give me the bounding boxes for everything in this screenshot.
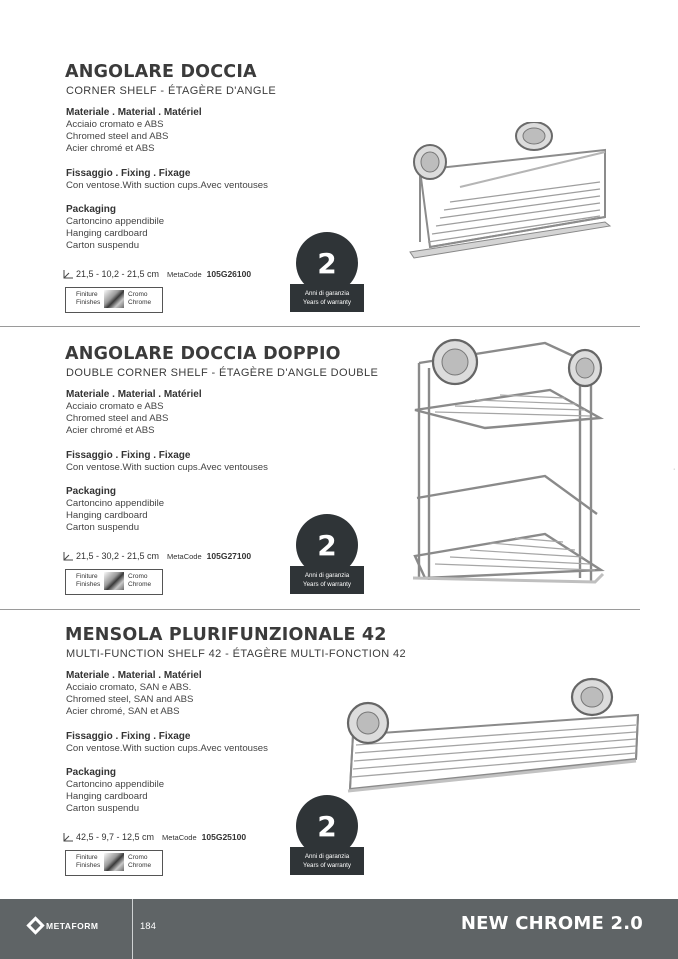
packaging-line: Hanging cardboard xyxy=(66,510,148,521)
fixing-block xyxy=(66,168,268,192)
material-line: Acciaio cromato e ABS xyxy=(66,119,164,130)
finish-values xyxy=(128,573,151,589)
metacode-label: MetaCode xyxy=(167,269,202,279)
material-line: Chromed steel and ABS xyxy=(66,131,169,142)
warranty-years: 2 xyxy=(296,514,358,576)
material-heading: Materiale . Material . Matériel xyxy=(66,389,202,400)
metacode-value: 105G26100 xyxy=(206,269,252,279)
warranty-line: Anni di garanzia xyxy=(304,572,350,579)
product-subtitle: CORNER SHELF - ÉTAGÈRE D'ANGLE xyxy=(66,85,277,97)
product-subtitle: DOUBLE CORNER SHELF - ÉTAGÈRE D'ANGLE DOUBLE xyxy=(66,367,379,379)
brand-name: METAFORM xyxy=(46,920,99,931)
warranty-label xyxy=(290,284,364,312)
finish-values xyxy=(128,291,151,307)
metaform-logo-icon xyxy=(26,916,44,934)
dimensions-row xyxy=(62,551,251,561)
warranty-line: Anni di garanzia xyxy=(304,290,350,297)
material-heading: Materiale . Material . Matériel xyxy=(66,107,202,118)
finish-labels xyxy=(76,573,100,589)
finish-value: Chrome xyxy=(128,862,152,869)
double-corner-shelf-image xyxy=(405,338,610,593)
finish-label: Finishes xyxy=(76,581,101,588)
packaging-line: Hanging cardboard xyxy=(66,228,148,239)
warranty-label xyxy=(290,566,364,594)
fixing-block xyxy=(66,731,268,755)
brand-logo xyxy=(29,919,98,932)
finish-value: Cromo xyxy=(128,573,148,580)
packaging-block xyxy=(66,486,164,534)
finish-box xyxy=(65,569,163,595)
packaging-block xyxy=(66,204,164,252)
finish-label: Finishes xyxy=(76,862,101,869)
material-line: Acier chromé, SAN et ABS xyxy=(66,706,180,717)
material-line: Acier chromé et ABS xyxy=(66,143,155,154)
packaging-line: Carton suspendu xyxy=(66,240,140,251)
fixing-heading: Fissaggio . Fixing . Fixage xyxy=(66,731,191,742)
product-section-multifunction-shelf xyxy=(0,625,678,905)
series-name: NEW CHROME 2.0 xyxy=(460,913,643,934)
chrome-swatch xyxy=(104,853,124,871)
dimensions-row xyxy=(62,269,251,279)
packaging-line: Cartoncino appendibile xyxy=(66,498,165,509)
warranty-badge xyxy=(290,232,364,314)
material-line: Acciaio cromato e ABS xyxy=(66,401,164,412)
section-divider xyxy=(0,326,640,327)
packaging-heading: Packaging xyxy=(66,767,117,778)
fixing-heading: Fissaggio . Fixing . Fixage xyxy=(66,168,191,179)
finish-values xyxy=(128,854,151,870)
fixing-text: Con ventose.With suction cups.Avec ventouses xyxy=(66,743,268,754)
packaging-line: Carton suspendu xyxy=(66,522,140,533)
dimensions-icon xyxy=(62,551,74,561)
corner-shelf-image xyxy=(400,122,615,262)
fixing-heading: Fissaggio . Fixing . Fixage xyxy=(66,450,191,461)
multifunction-shelf-image xyxy=(338,677,643,797)
material-line: Chromed steel, SAN and ABS xyxy=(66,694,194,705)
page-footer xyxy=(0,899,678,959)
warranty-badge xyxy=(290,795,364,877)
material-line: Acier chromé et ABS xyxy=(66,425,155,436)
finish-value: Cromo xyxy=(128,291,148,298)
dimensions-text: 21,5 - 10,2 - 21,5 cm xyxy=(76,269,160,279)
packaging-line: Carton suspendu xyxy=(66,803,140,814)
finish-box xyxy=(65,287,163,313)
metacode-label: MetaCode xyxy=(167,551,202,561)
dimensions-icon xyxy=(62,269,74,279)
fixing-text: Con ventose.With suction cups.Avec ventouses xyxy=(66,180,268,191)
product-section-corner-shelf xyxy=(0,62,678,342)
metacode-label: MetaCode xyxy=(162,832,197,842)
packaging-heading: Packaging xyxy=(66,486,117,497)
material-line: Acciaio cromato, SAN e ABS. xyxy=(66,682,192,693)
finish-labels xyxy=(76,854,100,870)
dimensions-icon xyxy=(62,832,74,842)
material-block xyxy=(66,107,202,155)
finish-label: Finiture xyxy=(76,573,98,580)
product-section-double-corner-shelf xyxy=(0,344,678,624)
finish-box xyxy=(65,850,163,876)
section-divider xyxy=(0,609,640,610)
product-title: ANGOLARE DOCCIA xyxy=(65,62,257,82)
footer-divider xyxy=(132,899,133,959)
finish-labels xyxy=(76,291,100,307)
packaging-heading: Packaging xyxy=(66,204,117,215)
packaging-block xyxy=(66,767,164,815)
product-title: MENSOLA PLURIFUNZIONALE 42 xyxy=(65,625,387,645)
warranty-line: Anni di garanzia xyxy=(304,853,350,860)
warranty-years: 2 xyxy=(296,795,358,857)
metacode-value: 105G27100 xyxy=(206,551,252,561)
side-mark: · xyxy=(673,466,676,473)
warranty-years: 2 xyxy=(296,232,358,294)
packaging-line: Cartoncino appendibile xyxy=(66,216,165,227)
dimensions-row xyxy=(62,832,246,842)
warranty-line: Years of warranty xyxy=(303,862,351,869)
finish-label: Finiture xyxy=(76,854,98,861)
packaging-line: Cartoncino appendibile xyxy=(66,779,165,790)
warranty-line: Years of warranty xyxy=(303,299,351,306)
fixing-text: Con ventose.With suction cups.Avec ventouses xyxy=(66,462,268,473)
finish-value: Chrome xyxy=(128,299,152,306)
chrome-swatch xyxy=(104,290,124,308)
warranty-line: Years of warranty xyxy=(303,581,351,588)
product-subtitle: MULTI-FUNCTION SHELF 42 - ÉTAGÈRE MULTI-FONCTION 42 xyxy=(66,648,407,660)
material-block xyxy=(66,670,202,718)
material-block xyxy=(66,389,202,437)
material-line: Chromed steel and ABS xyxy=(66,413,169,424)
material-heading: Materiale . Material . Matériel xyxy=(66,670,202,681)
finish-label: Finiture xyxy=(76,291,98,298)
fixing-block xyxy=(66,450,268,474)
finish-value: Chrome xyxy=(128,581,152,588)
metacode-value: 105G25100 xyxy=(201,832,247,842)
page-number: 184 xyxy=(140,921,156,932)
warranty-badge xyxy=(290,514,364,596)
chrome-swatch xyxy=(104,572,124,590)
finish-value: Cromo xyxy=(128,854,148,861)
finish-label: Finishes xyxy=(76,299,101,306)
packaging-line: Hanging cardboard xyxy=(66,791,148,802)
dimensions-text: 21,5 - 30,2 - 21,5 cm xyxy=(76,551,160,561)
product-title: ANGOLARE DOCCIA DOPPIO xyxy=(65,344,341,364)
warranty-label xyxy=(290,847,364,875)
dimensions-text: 42,5 - 9,7 - 12,5 cm xyxy=(76,832,155,842)
